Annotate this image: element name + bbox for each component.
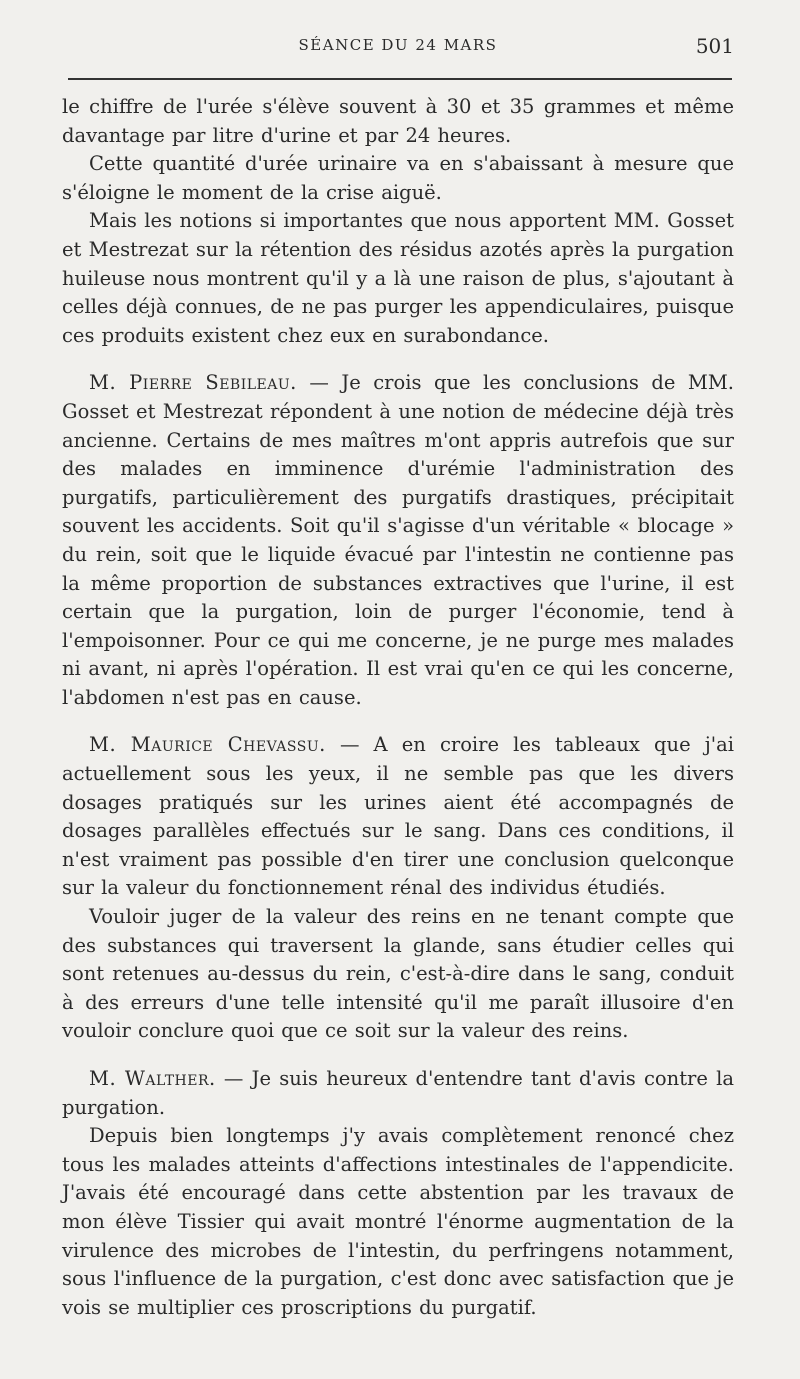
paragraph-text: — Je suis heureux d'entendre tant d'avis contre la purgation. [62, 1067, 734, 1119]
paragraph [62, 731, 734, 903]
paragraph [62, 369, 734, 712]
paragraph [62, 903, 734, 1046]
paragraph [62, 150, 734, 207]
running-title: SÉANCE DU 24 MARS [298, 36, 498, 54]
paragraph-text: Vouloir juger de la valeur des reins en ne tenant compte que des substances qui traversent la glande, sans étudier celles qui sont retenues au-dessus du rein, c'est-à-dire dans le sang, conduit à des erreurs d'une telle intensité qu'il me paraît illusoire d'en vouloir conclure quoi que ce soit sur la valeur des reins. [62, 905, 734, 1043]
paragraph [62, 93, 734, 150]
speaker-name: M. Maurice Chevassu. [89, 733, 326, 757]
paragraph-text: Mais les notions si importantes que nous apportent MM. Gosset et Mestrezat sur la rétention des résidus azotés après la purgation huileuse nous montrent qu'il y a là une raison de plus, s'ajoutant à celles déjà connues, de ne pas purger les appendiculaires, puisque ces produits existent chez eux en surabondance. [62, 209, 734, 347]
paragraph-text: — Je crois que les conclusions de MM. Gosset et Mestrezat répondent à une notion de médecine déjà très ancienne. Certains de mes maîtres m'ont appris autrefois que sur des malades en imminence d'urémie l'administration des purgatifs, particulièrement des purgatifs drastiques, précipitait souvent les accidents. Soit qu'il s'agisse d'un véritable « blocage » du rein, soit que le liquide évacué par l'intestin ne contienne pas la même proportion de substances extractives que l'urine, il est certain que la purgation, loin de purger l'économie, tend à l'empoisonner. Pour ce qui me concerne, je ne purge mes malades ni avant, ni après l'opération. Il est vrai qu'en ce qui les concerne, l'abdomen n'est pas en cause. [62, 371, 734, 709]
paragraph-text: — A en croire les tableaux que j'ai actuellement sous les yeux, il ne semble pas que les divers dosages pratiqués sur les urines aient été accompagnés de dosages parallèles effectués sur le sang. Dans ces conditions, il n'est vraiment pas possible d'en tirer une conclusion quelconque sur la valeur du fonctionnement rénal des individus étudiés. [62, 733, 735, 900]
body-text [62, 93, 734, 1322]
page-header [62, 36, 734, 64]
paragraph [62, 1122, 734, 1322]
paragraph-text: Cette quantité d'urée urinaire va en s'abaissant à mesure que s'éloigne le moment de la crise aiguë. [62, 152, 734, 204]
paragraph-text: Depuis bien longtemps j'y avais complètement renoncé chez tous les malades atteints d'affections intestinales de l'appendicite. J'avais été encouragé dans cette abstention par les travaux de mon élève Tissier qui avait montré l'énorme augmentation de la virulence des microbes de l'intestin, du perfringens notamment, sous l'influence de la purgation, c'est donc avec satisfaction que je vois se multiplier ces proscriptions du purgatif. [62, 1124, 734, 1319]
paragraph [62, 207, 734, 350]
speaker-name: M. Pierre Sebileau. [89, 371, 297, 395]
page-number: 501 [695, 34, 734, 58]
paragraph-text: le chiffre de l'urée s'élève souvent à 30 et 35 grammes et même davantage par litre d'urine et par 24 heures. [62, 95, 734, 147]
header-rule [68, 78, 732, 80]
paragraph [62, 1065, 734, 1122]
speaker-name: M. Walther. [89, 1067, 216, 1090]
